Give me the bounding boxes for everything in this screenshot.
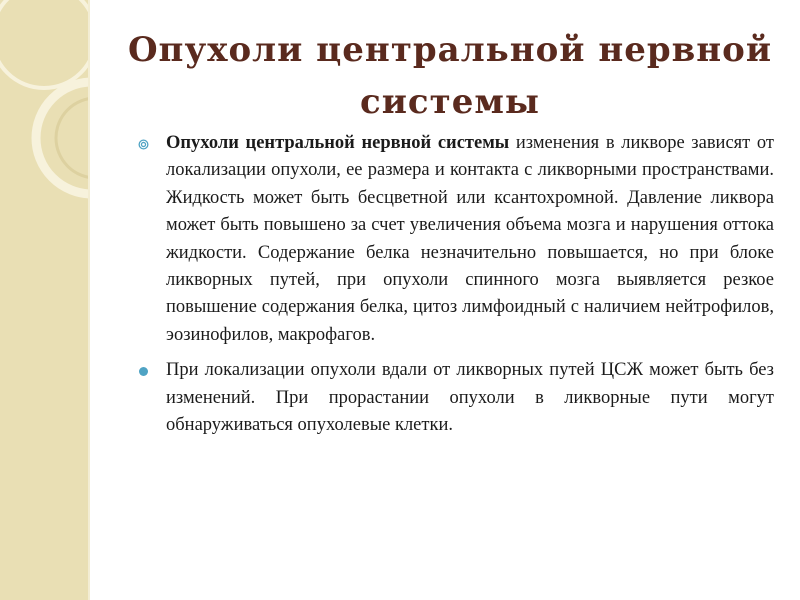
decorative-side-band <box>0 0 88 600</box>
bullet-item <box>134 130 774 349</box>
swirl-bullet-icon <box>138 139 149 150</box>
bullet-lead-text: Опухоли центральной нервной системы <box>166 133 510 153</box>
bullet-text: изменения в ликворе зависят от локализации опухоли, ее размера и контакта с ликворными пространствами. Жидкость может быть бесцветной или ксантохромной. Давление ликвора может быть повышено за счет увеличения объема мозга и нарушения оттока жидкости. Содержание белка незначительно повышается, но при блоке ликворных путей, при опухоли спинного мозга выявляется резкое повышение содержания белка, цитоз лимфоидный с наличием нейтрофилов, эозинофилов, макрофагов. <box>166 133 774 345</box>
decorative-circle <box>56 98 88 178</box>
bullet-item <box>134 357 774 439</box>
decorative-circle <box>36 82 88 194</box>
bullet-text: При локализации опухоли вдали от ликворных путей ЦСЖ может быть без изменений. При прорастании опухоли в ликворные пути могут обнаруживаться опухолевые клетки. <box>166 360 774 436</box>
slide-title: Опухоли центральной нервной системы <box>127 30 773 122</box>
dot-bullet-icon <box>138 366 149 377</box>
decorative-circle <box>0 0 88 88</box>
decorative-circles-icon <box>0 0 88 600</box>
bullet-list <box>134 130 774 447</box>
side-band-divider <box>88 0 90 600</box>
